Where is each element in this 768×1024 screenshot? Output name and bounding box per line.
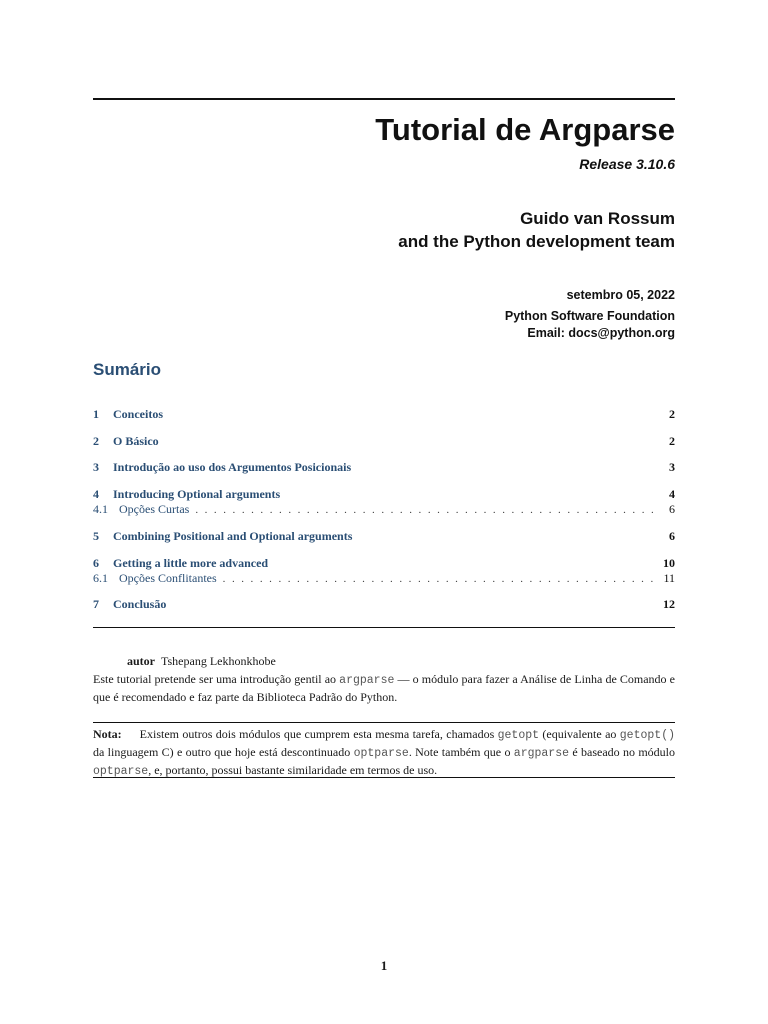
toc-subentry-4-1[interactable] xyxy=(93,501,675,517)
toc-entry-link[interactable]: Combining Positional and Optional arguments xyxy=(113,529,353,543)
document-title: Tutorial de Argparse xyxy=(375,112,675,147)
toc-entry-page: 2 xyxy=(669,434,675,448)
toc-entry-link[interactable]: Getting a little more advanced xyxy=(113,556,269,570)
toc-entry-link[interactable]: Introdução ao uso dos Argumentos Posicionais xyxy=(113,460,352,474)
toc-entry-number: 4.1 xyxy=(93,502,108,516)
toc-entry-page: 3 xyxy=(669,460,675,474)
toc-entry-page: 6 xyxy=(669,529,675,543)
authors-block xyxy=(398,207,675,253)
code-argparse-link[interactable]: argparse xyxy=(339,674,395,687)
toc-entry-link[interactable]: Conclusão xyxy=(113,597,167,611)
toc-subentry-6-1[interactable] xyxy=(93,570,675,586)
toc-entry-7[interactable] xyxy=(93,596,675,612)
code-getopt-link[interactable]: getopt xyxy=(497,729,540,742)
contact-email: Email: docs@python.org xyxy=(527,325,675,340)
note-label: Nota: xyxy=(93,727,122,741)
organization-block xyxy=(505,308,675,341)
author-field xyxy=(127,654,276,669)
toc-entry-page: 12 xyxy=(663,597,675,611)
toc-entry-page: 11 xyxy=(663,571,675,585)
toc-heading: Sumário xyxy=(93,360,162,379)
organization-name: Python Software Foundation xyxy=(504,309,675,323)
toc-entry-5[interactable] xyxy=(93,528,675,544)
toc-entry-number: 7 xyxy=(93,597,99,611)
toc-entry-4[interactable] xyxy=(93,486,675,502)
code-argparse-link[interactable]: argparse xyxy=(513,747,570,760)
author-team: and the Python development team xyxy=(398,232,675,251)
publication-date: setembro 05, 2022 xyxy=(566,288,675,302)
toc-entry-number: 6 xyxy=(93,556,99,570)
toc-entry-number: 3 xyxy=(93,460,99,474)
page-number: 1 xyxy=(380,958,388,973)
toc-entry-link[interactable]: O Básico xyxy=(113,434,159,448)
toc-entry-page: 4 xyxy=(669,487,675,501)
toc-entry-link[interactable]: Conceitos xyxy=(113,407,163,421)
toc-entry-page: 10 xyxy=(663,556,675,570)
author-name: Guido van Rossum xyxy=(520,209,675,228)
author-field-key: autor xyxy=(127,654,155,668)
toc-entry-page: 2 xyxy=(669,407,675,421)
title-top-rule xyxy=(93,98,675,100)
note-box: Nota: Existem outros dois módulos que cumprem esta mesma tarefa, chamados getopt (equivalente ao getopt() da linguagem C) e outro que hoje está descontinuado optparse. Note também que o argparse é baseado no módulo optparse, e, portanto, possui bastante similaridade em termos de uso. xyxy=(93,722,675,778)
toc-bottom-rule xyxy=(93,627,675,628)
author-field-value: Tshepang Lekhonkhobe xyxy=(161,654,276,668)
toc-entry-number: 5 xyxy=(93,529,99,543)
toc-entry-number: 4 xyxy=(93,487,99,501)
toc-entry-link[interactable]: Opções Conflitantes xyxy=(119,571,217,585)
toc-entry-2[interactable] xyxy=(93,433,675,449)
toc-dot-leader xyxy=(223,571,654,587)
toc-entry-number: 2 xyxy=(93,434,99,448)
intro-paragraph: Este tutorial pretende ser uma introdução gentil ao argparse — o módulo para fazer a Análise de Linha de Comando e que é recomendado e faz parte da Biblioteca Padrão do Python. xyxy=(93,672,675,704)
toc-entry-3[interactable] xyxy=(93,459,675,475)
code-getopt-function: getopt() xyxy=(619,729,675,742)
toc-entry-6[interactable] xyxy=(93,555,675,571)
release-version: Release 3.10.6 xyxy=(579,156,675,172)
toc-entry-link[interactable]: Opções Curtas xyxy=(119,502,190,516)
toc-entry-number: 1 xyxy=(93,407,99,421)
toc-dot-leader xyxy=(195,502,659,518)
toc-entry-1[interactable] xyxy=(93,406,675,422)
toc-entry-link[interactable]: Introducing Optional arguments xyxy=(113,487,281,501)
toc-entry-page: 6 xyxy=(669,502,675,516)
code-optparse-link[interactable]: optparse xyxy=(93,765,149,778)
code-optparse-link[interactable]: optparse xyxy=(353,747,409,760)
document-page xyxy=(93,0,675,1024)
toc-entry-number: 6.1 xyxy=(93,571,108,585)
